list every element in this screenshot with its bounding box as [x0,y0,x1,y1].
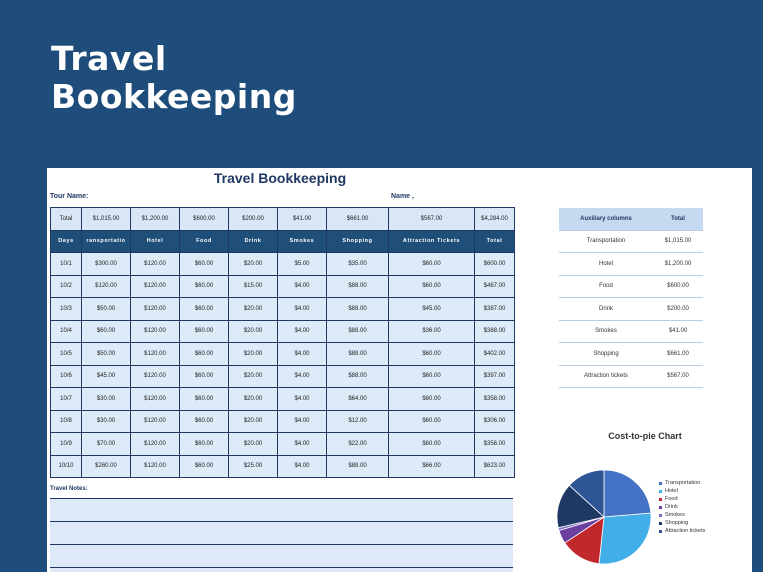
table-row-cell: $88.00 [327,365,389,388]
legend-label: Food [665,496,678,502]
table-row [51,298,515,321]
table-row-cell: $300.00 [82,253,131,276]
table-row [51,365,515,388]
table-row-cell: $88.00 [327,455,389,478]
table-row-cell: $60.00 [180,275,229,298]
header-row [51,230,515,253]
legend-swatch [659,482,662,485]
total-row-cell: $4,284.00 [475,208,515,231]
header-row-cell: Smokes [278,230,327,253]
table-row-cell: $60.00 [180,455,229,478]
table-row-cell: 10/5 [51,343,82,366]
table-row-cell: $120.00 [82,275,131,298]
table-row-cell: $120.00 [131,343,180,366]
table-row-cell: $60.00 [180,343,229,366]
notes-line [50,521,513,544]
table-row-cell: $88.00 [327,343,389,366]
name-label: Name , [391,193,414,200]
table-row-cell: 10/10 [51,455,82,478]
table-row-cell: $64.00 [327,388,389,411]
legend-item [659,487,705,495]
notes-line [50,544,513,567]
aux-row-cell: $41.00 [653,320,703,343]
aux-row-cell: $1,200.00 [653,253,703,276]
total-row-cell: $1,200.00 [131,208,180,231]
table-row-cell: $20.00 [229,365,278,388]
total-row-cell: $1,015.00 [82,208,131,231]
total-row-cell: $600.00 [180,208,229,231]
table-row-cell: $20.00 [229,253,278,276]
header-row-cell: Total [475,230,515,253]
table-row-cell: $45.00 [82,365,131,388]
table-row-cell: $60.00 [180,410,229,433]
table-row-cell: $60.00 [389,253,475,276]
aux-row-cell: Smokes [559,320,653,343]
table-row-cell: $120.00 [131,275,180,298]
aux-row-cell: Attraction tickets [559,365,653,388]
table-row-cell: $467.00 [475,275,515,298]
slide-title-line-1: Travel [51,39,167,78]
table-row-cell: $30.00 [82,410,131,433]
legend-swatch [659,514,662,517]
aux-row-cell: Drink [559,298,653,321]
table-row-cell: 10/8 [51,410,82,433]
total-row [51,208,515,231]
table-row-cell: $60.00 [389,433,475,456]
table-row-cell: $60.00 [180,253,229,276]
notes-line [50,567,513,572]
table-row-cell: $60.00 [82,320,131,343]
chart-legend [659,479,705,535]
table-row-cell: $4.00 [278,388,327,411]
legend-label: Attraction tickets [665,528,706,534]
aux-row [559,298,703,321]
table-row-cell: $60.00 [180,298,229,321]
aux-row [559,253,703,276]
pie-slice-transportation [604,470,651,517]
legend-label: Hotel [665,488,678,494]
table-row-cell: $120.00 [131,253,180,276]
table-row-cell: $30.00 [82,388,131,411]
table-row-cell: $20.00 [229,320,278,343]
table-row-cell: $4.00 [278,455,327,478]
aux-header-row-cell: Total [653,208,703,230]
table-row-cell: $120.00 [131,298,180,321]
table-row-cell: $20.00 [229,343,278,366]
aux-row-cell: $661.00 [653,343,703,366]
table-row-cell: $70.00 [82,433,131,456]
aux-row-cell: $567.00 [653,365,703,388]
aux-header-row [559,208,703,230]
aux-row-cell: Transportation [559,230,653,253]
header-row-cell: Food [180,230,229,253]
bookkeeping-table [50,207,515,478]
spreadsheet-image [47,168,752,572]
table-row-cell: $623.00 [475,455,515,478]
legend-swatch [659,506,662,509]
total-row-cell: Total [51,208,82,231]
table-row-cell: $4.00 [278,275,327,298]
table-row-cell: $20.00 [229,433,278,456]
aux-row-cell: $1,015.00 [653,230,703,253]
table-row-cell: $4.00 [278,298,327,321]
legend-item [659,479,705,487]
tour-name-label: Tour Name: [50,193,89,200]
table-row-cell: $12.00 [327,410,389,433]
table-row-cell: 10/7 [51,388,82,411]
table-row-cell: 10/9 [51,433,82,456]
header-row-cell: Attraction Tickets [389,230,475,253]
legend-item [659,511,705,519]
table-row-cell: $20.00 [229,298,278,321]
table-row-cell: $600.00 [475,253,515,276]
notes-line [50,498,513,521]
aux-row [559,343,703,366]
aux-row-cell: Hotel [559,253,653,276]
table-row-cell: 10/4 [51,320,82,343]
aux-row-cell: Shopping [559,343,653,366]
table-row [51,433,515,456]
table-row-cell: $60.00 [389,410,475,433]
header-row-cell: Days [51,230,82,253]
legend-item [659,503,705,511]
header-row-cell: Drink [229,230,278,253]
total-row-cell: $567.00 [389,208,475,231]
table-row-cell: 10/2 [51,275,82,298]
table-row-cell: $50.00 [82,343,131,366]
legend-item [659,527,705,535]
table-row-cell: $60.00 [389,275,475,298]
legend-label: Transportation [665,480,701,486]
table-row-cell: $260.00 [82,455,131,478]
table-row-cell: $60.00 [389,388,475,411]
table-row-cell: $5.00 [278,253,327,276]
header-row-cell: ransportatio [82,230,131,253]
aux-row-cell: Food [559,275,653,298]
table-row-cell: $4.00 [278,320,327,343]
table-row-cell: $25.00 [229,455,278,478]
table-row-cell: 10/6 [51,365,82,388]
table-row-cell: $36.00 [389,320,475,343]
table-row [51,455,515,478]
table-row [51,253,515,276]
table-row-cell: $60.00 [180,388,229,411]
table-row [51,410,515,433]
table-row-cell: $60.00 [389,365,475,388]
aux-row [559,275,703,298]
slide-title-line-2: Bookkeeping [51,77,297,116]
table-row-cell: $397.00 [475,365,515,388]
table-row [51,388,515,411]
table-row [51,275,515,298]
table-row-cell: $356.00 [475,433,515,456]
table-row-cell: $66.00 [389,455,475,478]
aux-row [559,365,703,388]
table-row-cell: $120.00 [131,433,180,456]
table-row-cell: $4.00 [278,410,327,433]
table-row-cell: $4.00 [278,365,327,388]
header-row-cell: Shopping [327,230,389,253]
table-row-cell: 10/1 [51,253,82,276]
table-row-cell: $60.00 [180,433,229,456]
table-row-cell: $60.00 [180,365,229,388]
table-row-cell: $45.00 [389,298,475,321]
legend-item [659,495,705,503]
table-row-cell: $20.00 [229,410,278,433]
table-row-cell: $22.00 [327,433,389,456]
table-row-cell: $388.00 [475,320,515,343]
table-row-cell: $4.00 [278,343,327,366]
total-row-cell: $41.00 [278,208,327,231]
table-row-cell: $120.00 [131,455,180,478]
table-row [51,320,515,343]
table-row-cell: $358.00 [475,388,515,411]
aux-row [559,230,703,253]
total-row-cell: $661.00 [327,208,389,231]
table-row-cell: $88.00 [327,320,389,343]
table-row-cell: $120.00 [131,365,180,388]
table-row-cell: $4.00 [278,433,327,456]
pie-slice-hotel [599,513,651,564]
legend-label: Drink [665,504,678,510]
aux-row [559,320,703,343]
legend-label: Smokes [665,512,685,518]
legend-label: Shopping [665,520,689,526]
legend-swatch [659,498,662,501]
table-row [51,343,515,366]
table-row-cell: $120.00 [131,320,180,343]
table-row-cell: $15.00 [229,275,278,298]
travel-notes-label: Travel Notes: [50,486,88,492]
table-row-cell: $402.00 [475,343,515,366]
auxiliary-table [559,208,703,388]
aux-row-cell: $200.00 [653,298,703,321]
legend-swatch [659,522,662,525]
table-row-cell: $387.00 [475,298,515,321]
header-row-cell: Hotel [131,230,180,253]
legend-swatch [659,530,662,533]
aux-row-cell: $600.00 [653,275,703,298]
table-row-cell: $88.00 [327,298,389,321]
slide-title [51,40,297,116]
total-row-cell: $200.00 [229,208,278,231]
table-row-cell: $306.00 [475,410,515,433]
table-row-cell: $20.00 [229,388,278,411]
table-row-cell: $35.00 [327,253,389,276]
aux-header-row-cell: Auxiliary columns [559,208,653,230]
legend-item [659,519,705,527]
table-row-cell: 10/3 [51,298,82,321]
chart-title: Cost-to-pie Chart [608,431,682,441]
table-row-cell: $60.00 [389,343,475,366]
table-row-cell: $120.00 [131,410,180,433]
table-row-cell: $60.00 [180,320,229,343]
sheet-title: Travel Bookkeeping [213,170,347,186]
table-row-cell: $50.00 [82,298,131,321]
legend-swatch [659,490,662,493]
table-row-cell: $88.00 [327,275,389,298]
cost-pie-chart [554,467,654,567]
table-row-cell: $120.00 [131,388,180,411]
